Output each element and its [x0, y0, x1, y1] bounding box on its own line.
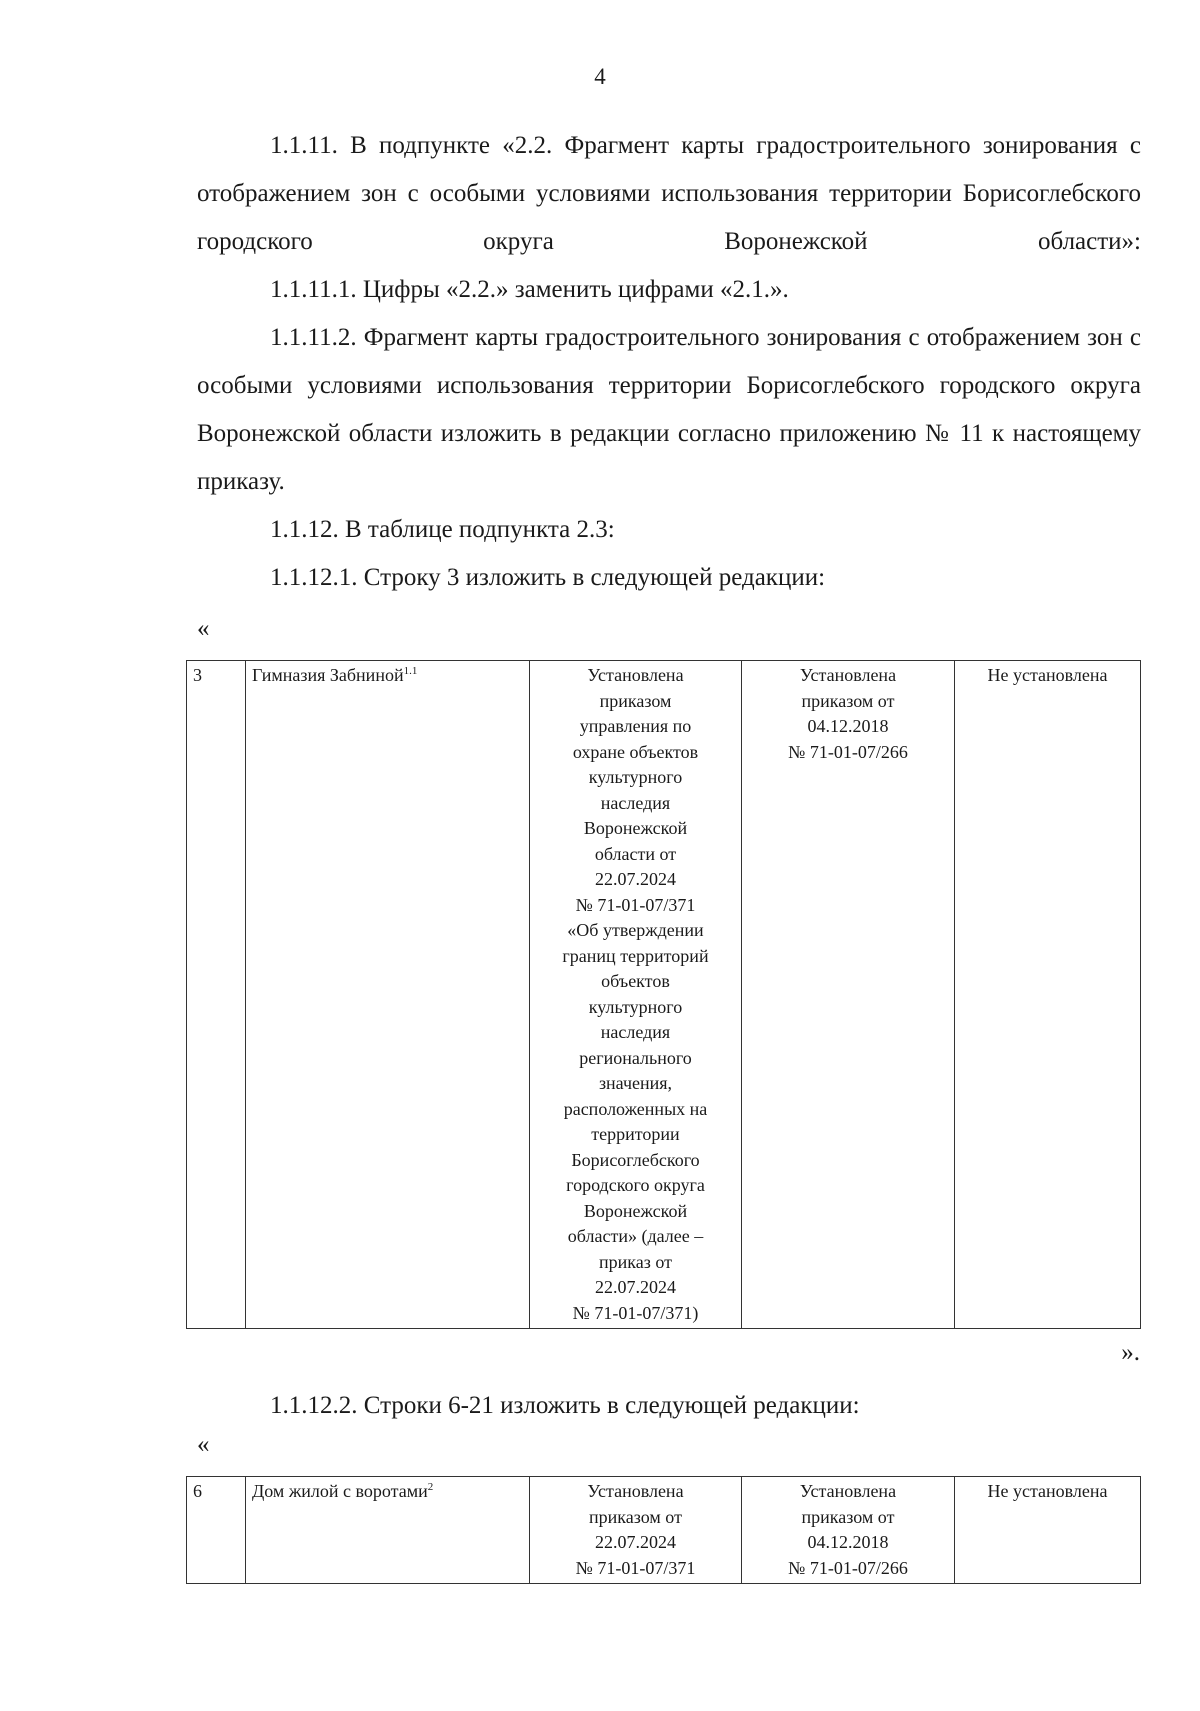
cell-line: регионального — [579, 1047, 692, 1068]
cell-line: Воронежской — [583, 818, 688, 838]
object-name: Гимназия Забниной — [252, 665, 404, 685]
third-status-cell: Не установлена — [955, 661, 1141, 1329]
cell-line: 22.07.2024 — [595, 869, 676, 889]
cell-line: приказ от — [599, 1251, 672, 1272]
cell-line: управления по — [579, 716, 692, 736]
paragraph-1-1-12-1: 1.1.12.1. Строку 3 изложить в следующей редакции: — [270, 564, 826, 591]
cell-line: области от — [594, 843, 677, 864]
cell-line: территории — [591, 1124, 680, 1144]
cell-line: 04.12.2018 — [807, 716, 889, 736]
protection-zone-status-cell — [742, 1477, 955, 1584]
paragraph-1-1-12-2: 1.1.12.2. Строки 6-21 изложить в следующей редакции: — [270, 1392, 860, 1419]
cell-line: № 71-01-07/371 — [575, 894, 696, 915]
closing-quote-1: ». — [1121, 1339, 1140, 1366]
third-status-cell: Не установлена — [955, 1477, 1141, 1584]
cell-line: приказом от — [589, 1506, 682, 1527]
cell-line: охране объектов — [572, 741, 699, 762]
cell-line: значения, — [598, 1073, 673, 1093]
paragraph-1-1-11-1: 1.1.11.1. Цифры «2.2.» заменить цифрами «2.1.». — [270, 276, 789, 303]
table-row-3 — [186, 660, 1141, 1329]
cell-line: Воронежской — [583, 1200, 688, 1221]
cell-line: культурного — [588, 767, 683, 787]
cell-line: культурного — [588, 996, 683, 1017]
cell-line: 04.12.2018 — [807, 1532, 889, 1552]
cell-line: Борисоглебского — [571, 1149, 700, 1170]
paragraph-1-1-11: 1.1.11. В подпункте «2.2. Фрагмент карты градостроительного зонирования с отображением зон с особыми условиями использования территории Борисоглебского городского округа Воронежской области»: — [197, 132, 1141, 255]
paragraph-1-1-11-2: 1.1.11.2. Фрагмент карты градостроительного зонирования с отображением зон с особыми условиями использования территории Борисоглебского городского округа Воронежской области изложить в редакции согласно приложению № 11 к настоящему приказу. — [197, 324, 1141, 495]
cell-line: наследия — [600, 792, 671, 813]
footnote-mark: 1.1 — [403, 665, 418, 677]
cell-line: приказом от — [801, 1506, 895, 1527]
opening-quote-2: « — [197, 1431, 210, 1458]
territory-status-cell — [530, 1477, 742, 1584]
object-name-cell — [246, 1477, 530, 1584]
cell-line: Установлена — [587, 1481, 684, 1501]
object-name: Дом жилой с воротами — [252, 1481, 428, 1501]
row-number-cell: 3 — [187, 661, 246, 1329]
cell-line: 22.07.2024 — [595, 1277, 676, 1297]
table-row — [187, 1477, 1141, 1584]
cell-line: № 71-01-07/266 — [788, 1557, 908, 1578]
cell-line: наследия — [600, 1022, 671, 1042]
table-row-6 — [186, 1476, 1141, 1584]
paragraph-1-1-12: 1.1.12. В таблице подпункта 2.3: — [270, 516, 615, 543]
footnote-mark: 2 — [427, 1481, 434, 1493]
cell-line: «Об утверждении — [567, 920, 704, 940]
cell-line: 22.07.2024 — [595, 1532, 676, 1552]
object-name-cell — [246, 661, 530, 1329]
cell-line: Установлена — [587, 665, 684, 685]
cell-line: объектов — [601, 971, 670, 991]
cell-line: приказом от — [801, 690, 895, 711]
protection-zone-status-cell — [742, 661, 955, 1329]
body-text — [197, 122, 1141, 602]
row-number-cell: 6 — [187, 1477, 246, 1584]
cell-line: расположенных на — [563, 1098, 708, 1119]
cell-line: Установлена — [799, 1481, 897, 1501]
cell-line: области» (далее – — [567, 1226, 704, 1246]
page-number: 4 — [594, 64, 606, 89]
cell-line: приказом — [599, 690, 672, 711]
cell-line: границ территорий — [562, 945, 709, 966]
opening-quote-1: « — [197, 615, 210, 642]
body-text-2 — [197, 1382, 1141, 1430]
cell-line: № 71-01-07/266 — [788, 741, 908, 762]
cell-line: Установлена — [799, 665, 897, 685]
table-row — [187, 661, 1141, 1329]
territory-status-cell — [530, 661, 742, 1329]
cell-line: № 71-01-07/371) — [572, 1302, 699, 1323]
cell-line: № 71-01-07/371 — [575, 1557, 696, 1578]
cell-line: городского округа — [566, 1175, 705, 1195]
